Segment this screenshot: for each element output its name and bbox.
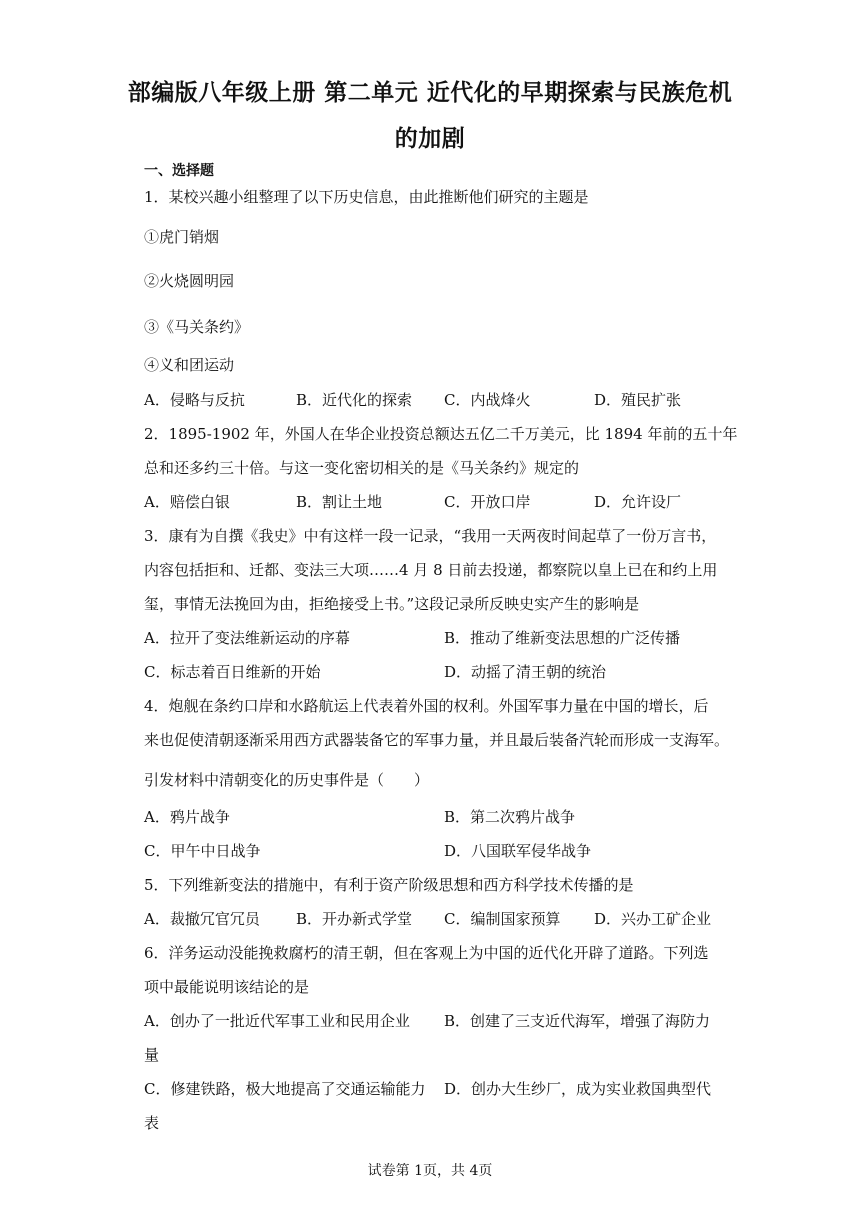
question-4-option-b[interactable]: B．第二次鸦片战争 <box>444 808 576 826</box>
question-3-option-b[interactable]: B．推动了维新变法思想的广泛传播 <box>444 629 681 647</box>
question-5-option-a[interactable]: A．裁撤冗官冗员 <box>144 910 260 928</box>
question-6-option-b-wrap: 量 <box>144 1046 160 1064</box>
question-1-item-1: ①虎门销烟 <box>144 228 220 246</box>
question-2-option-a[interactable]: A．赔偿白银 <box>144 493 230 511</box>
question-3-option-c[interactable]: C．标志着百日维新的开始 <box>144 663 321 681</box>
question-4-stem-line-1: 4．炮舰在条约口岸和水路航运上代表着外国的权利。外国军事力量在中国的增长，后 <box>144 697 709 715</box>
question-4-option-a[interactable]: A．鸦片战争 <box>144 808 230 826</box>
question-4-stem-line-2: 来也促使清朝逐渐采用西方武器装备它的军事力量，并且最后装备汽轮而形成一支海军。 <box>144 731 730 749</box>
question-1-option-c[interactable]: C．内战烽火 <box>444 391 531 409</box>
question-2-option-b[interactable]: B．割让土地 <box>296 493 383 511</box>
question-1-item-3: ③《马关条约》 <box>144 318 250 336</box>
question-2-stem-line-1: 2．1895-1902 年，外国人在华企业投资总额达五亿二千万美元，比 1894 年前的五十年 <box>144 425 738 443</box>
question-3-stem-line-1: 3．康有为自撰《我史》中有这样一段一记录，“我用一天两夜时间起草了一份万言书， <box>144 527 717 545</box>
question-2-option-d[interactable]: D．允许设厂 <box>594 493 682 511</box>
question-6-option-b[interactable]: B．创建了三支近代海军，增强了海防力 <box>444 1012 711 1030</box>
question-6-stem-line-2: 项中最能说明该结论的是 <box>144 978 310 996</box>
question-2-option-c[interactable]: C．开放口岸 <box>444 493 531 511</box>
page-footer: 试卷第 1页，共 4页 <box>367 1163 493 1179</box>
question-1-option-b[interactable]: B．近代化的探索 <box>296 391 413 409</box>
question-4-option-c[interactable]: C．甲午中日战争 <box>144 842 261 860</box>
question-6-stem-line-1: 6．洋务运动没能挽救腐朽的清王朝，但在客观上为中国的近代化开辟了道路。下列选 <box>144 944 709 962</box>
question-1-item-2: ②火烧圆明园 <box>144 272 235 290</box>
question-6-option-a[interactable]: A．创办了一批近代军事工业和民用企业 <box>144 1012 410 1030</box>
page-title-line-1: 部编版八年级上册 第二单元 近代化的早期探索与民族危机 <box>127 80 733 106</box>
question-3-option-a[interactable]: A．拉开了变法维新运动的序幕 <box>144 629 350 647</box>
question-1-stem: 1．某校兴趣小组整理了以下历史信息，由此推断他们研究的主题是 <box>144 188 589 206</box>
question-6-option-d-wrap: 表 <box>144 1114 160 1132</box>
question-4-option-d[interactable]: D．八国联军侵华战争 <box>444 842 592 860</box>
section-heading: 一、选择题 <box>144 163 214 179</box>
question-5-stem: 5．下列维新变法的措施中，有利于资产阶级思想和西方科学技术传播的是 <box>144 876 634 894</box>
page-title-line-2: 的加剧 <box>394 126 466 152</box>
question-3-stem-line-2: 内容包括拒和、迁都、变法三大项……4 月 8 日前去投递，都察院以皇上已在和约上用 <box>144 561 718 579</box>
question-6-option-d[interactable]: D．创办大生纱厂，成为实业救国典型代 <box>444 1080 712 1098</box>
question-5-option-d[interactable]: D．兴办工矿企业 <box>594 910 712 928</box>
question-1-item-4: ④义和团运动 <box>144 356 235 374</box>
question-2-stem-line-2: 总和还多约三十倍。与这一变化密切相关的是《马关条约》规定的 <box>144 459 580 477</box>
question-4-stem-line-3: 引发材料中清朝变化的历史事件是（ ） <box>144 771 430 789</box>
question-1-option-a[interactable]: A．侵略与反抗 <box>144 391 245 409</box>
question-1-option-d[interactable]: D．殖民扩张 <box>594 391 682 409</box>
question-5-option-b[interactable]: B．开办新式学堂 <box>296 910 413 928</box>
question-5-option-c[interactable]: C．编制国家预算 <box>444 910 561 928</box>
question-6-option-c[interactable]: C．修建铁路，极大地提高了交通运输能力 <box>144 1080 426 1098</box>
question-3-option-d[interactable]: D．动摇了清王朝的统治 <box>444 663 607 681</box>
question-3-stem-line-3: 玺，事情无法挽回为由，拒绝接受上书。”这段记录所反映史实产生的影响是 <box>144 595 640 613</box>
